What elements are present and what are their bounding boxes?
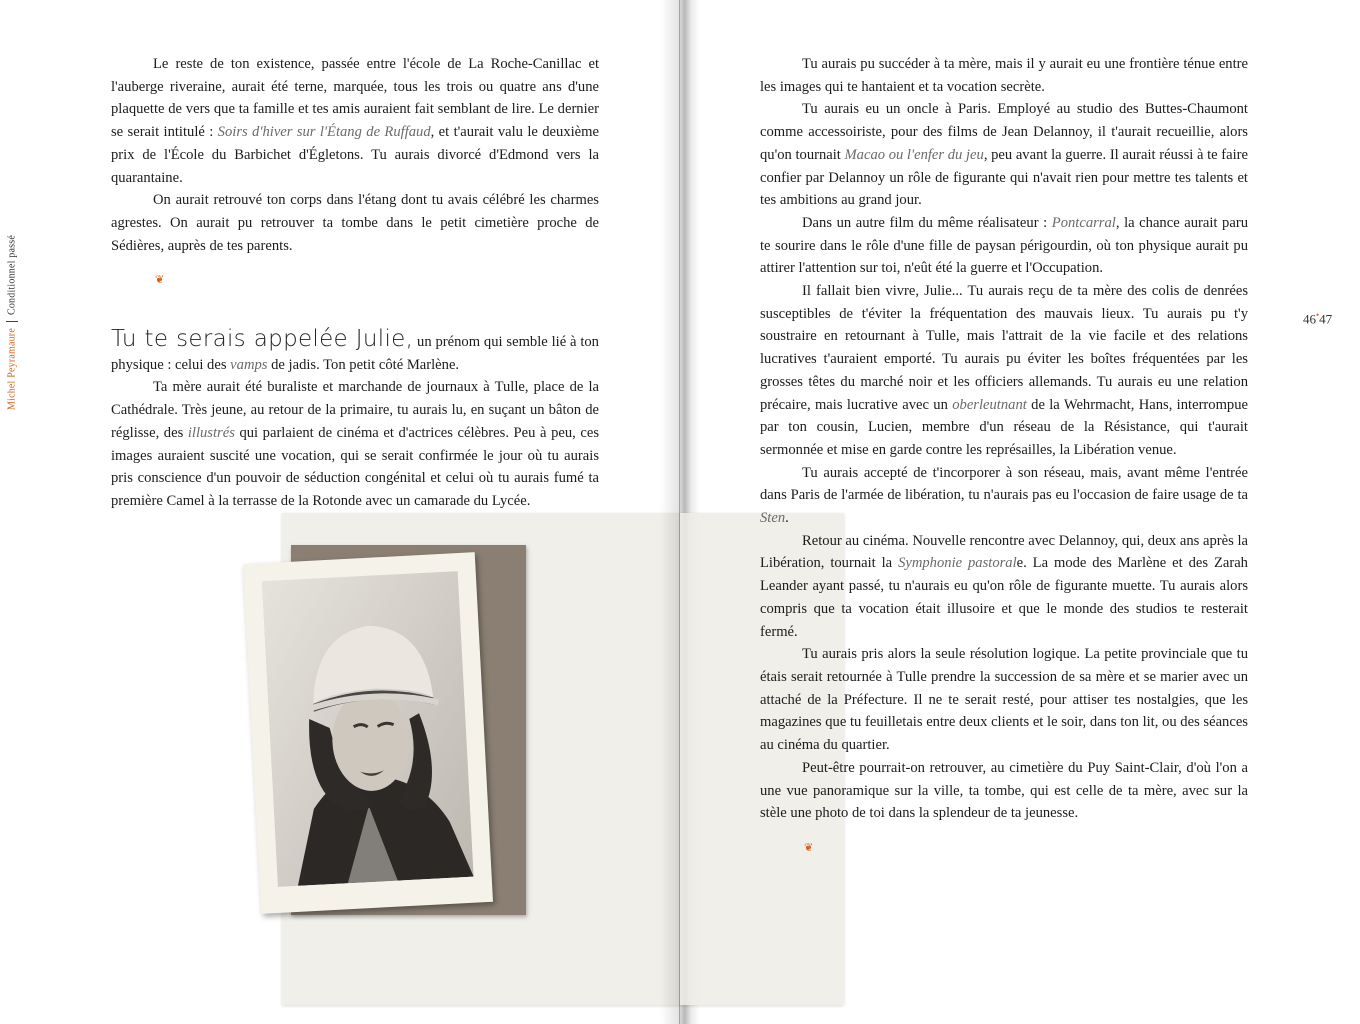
paragraph: On aurait retrouvé ton corps dans l'étang dont tu avais célébré les charmes agrestes. On aurait pu retrouver ta tombe dans le petit cimetière proche de Sédières, auprès de tes parents. <box>111 192 599 254</box>
book-title-italic: Soirs d'hiver sur l'Étang de Ruffaud <box>217 124 431 141</box>
paragraph: Tu aurais pris alors la seule résolution logique. La petite provinciale que tu étais serait retournée à Tulle prendre la succession de sa mère et se marier avec un attaché de la Préfecture. Il ne te serait resté, pour attiser tes nostalgies, que les magazines que tu feuilletais entre deux clients et le soir, dans ton lit, ou des séances au cinéma du quartier. <box>760 646 1248 754</box>
paragraph: Tu aurais eu un oncle à Paris. Employé au studio des Buttes-Chaumont comme accessoiriste, pour des films de Jean Delannoy, il t'aurait recueillie, alors qu'on tournait Macao ou l'enfer du jeu, peu avant la guerre. Il aurait réussi à te faire confier par Delannoy un rôle de figurante qui n'avait rien pour mettre tes talents et tes ambitions au grand jour. <box>760 101 1248 209</box>
running-head-divider <box>6 321 18 322</box>
folio-left: 46 <box>1303 311 1316 327</box>
portrait-image <box>262 571 474 887</box>
running-head-title: Conditionnel passé <box>6 235 18 316</box>
paragraph: Le reste de ton existence, passée entre l'école de La Roche-Canillac et l'auberge riveraine, aurait été terne, marquée, tous les trois ou quatre ans d'une plaquette de vers que ta famille et tes amis auraient fait semblant de lire. Le dernier se serait intitulé : Soirs d'hiver sur l'Étang de Ruffaud, et t'aurait valu le deuxième prix de l'École du Barbichet d'Égletons. Tu aurais divorcé d'Edmond vers la quarantaine. <box>111 56 599 186</box>
section-ornament: ❦ <box>804 841 814 854</box>
chapter-opening: Tu te serais appelée Julie, un prénom qui semble lié à ton physique : celui des vamps de jadis. Ton petit côté Marlène. <box>111 326 599 373</box>
paragraph: Tu aurais accepté de t'incorporer à son réseau, mais, avant même l'entrée dans Paris de l'armée de libération, tu n'aurais pas eu l'occasion de faire usage de ta Sten. <box>760 464 1248 527</box>
right-page-text <box>760 53 1248 860</box>
section-ornament: ❦ <box>155 274 165 287</box>
paragraph: Peut-être pourrait-on retrouver, au cimetière du Puy Saint-Clair, d'où l'on a une vue panoramique sur la ville, ta tombe, qui est celle de ta mère, avec sur la stèle une photo de toi dans la splendeur de ta jeunesse. <box>760 759 1248 822</box>
folio-dot: • <box>1316 310 1320 320</box>
paragraph: Ta mère aurait été buraliste et marchande de journaux à Tulle, place de la Cathédrale. Très jeune, au retour de la primaire, tu aurais lu, en suçant un bâton de réglisse, des illustrés qui parlaient de cinéma et d'actrices célèbres. Peu à peu, ces images auraient suscité une vocation, qui se serait confirmée le jour où tu aurais pris conscience d'un pouvoir de séduction congénital et celui où tu aurais fumé ta première Camel à la terrasse de la Rotonde avec un camarade du Lycée. <box>111 379 599 509</box>
paragraph: Retour au cinéma. Nouvelle rencontre avec Delannoy, qui, deux ans après la Libération, tournait la Symphonie pastorale. La mode des Marlène et des Zarah Leander ayant passé, tu n'aurais eu qu'on rôle de figurante muette. Tu aurais alors compris que ta vocation était illusoire et que le monde des studios te resterait fermé. <box>760 532 1248 640</box>
paragraph: Dans un autre film du même réalisateur : Pontcarral, la chance aurait paru te sourire dans le rôle d'une fille de paysan périgourdin, où ton physique aurait pu attirer l'attention sur toi, n'eût été la guerre et l'Occupation. <box>760 214 1248 277</box>
paragraph: Tu aurais pu succéder à ta mère, mais il y aurait eu une frontière ténue entre les images qui te hantaient et ta vocation secrète. <box>760 56 1248 95</box>
dropcap-heading: Tu te serais appelée Julie, <box>111 326 414 353</box>
left-page-text <box>111 53 599 513</box>
running-head-author: Michel Peyramaure <box>6 328 18 410</box>
page-numbers <box>1303 310 1332 327</box>
running-head <box>6 235 18 410</box>
folio-right: 47 <box>1319 311 1333 327</box>
vintage-portrait-photo <box>243 552 493 914</box>
paragraph: Il fallait bien vivre, Julie... Tu aurais reçu de ta mère des colis de denrées susceptibles de t'éviter la fréquentation des mauvais lieux. Tu aurais pu t'y soustraire en retournant à Tulle, mais l'attrait de la vie facile et des relations lucratives t'auraient emporté. Tu aurais pu éviter les boîtes fréquentées par les grosses têtes du marché noir et les officiers allemands. Tu aurais eu une relation précaire, mais lucrative avec un oberleutnant de la Wehrmacht, Hans, interrompue par ton cousin, Lucien, membre d'un réseau de la Résistance, qui t'aurait sermonnée et mise en garde contre les représailles, la Libération venue. <box>760 283 1249 458</box>
